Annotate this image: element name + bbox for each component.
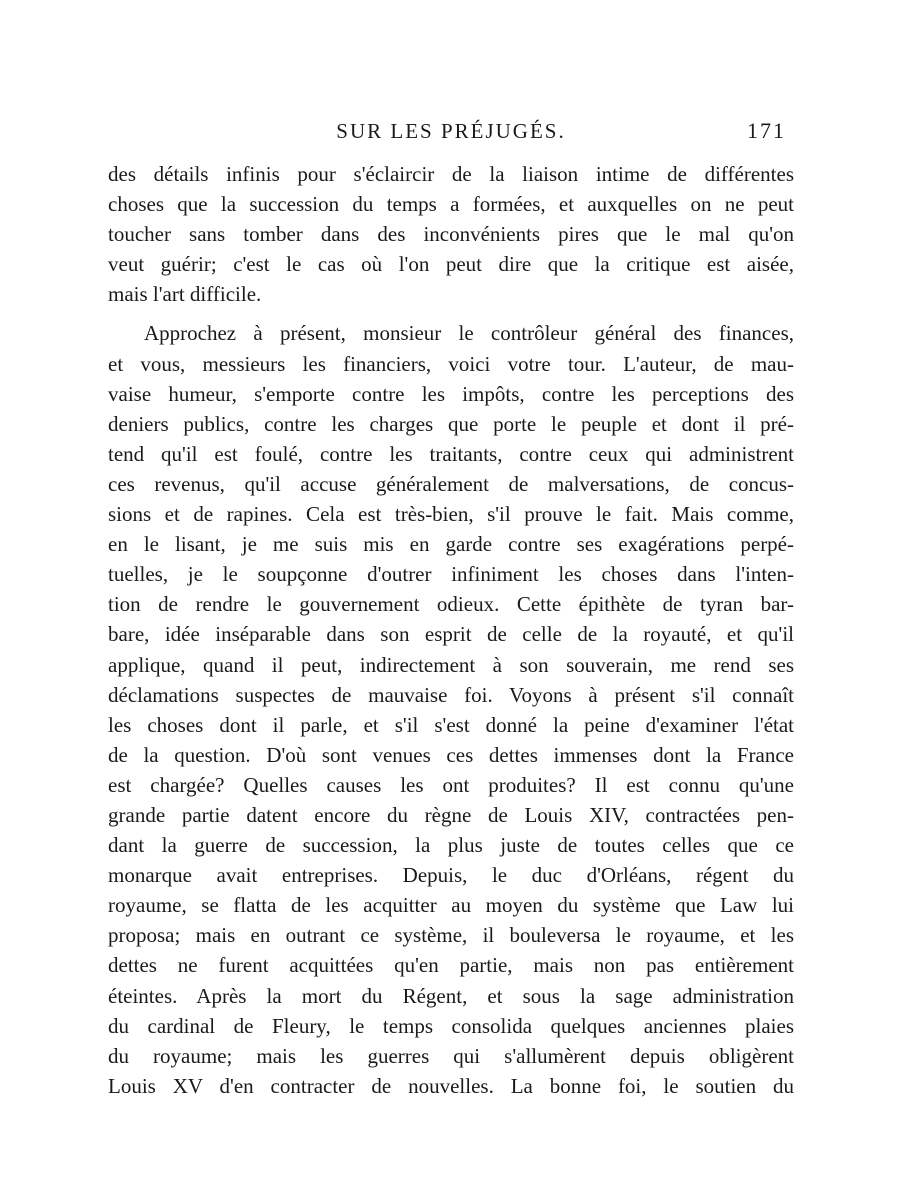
text-line: toucher sans tomber dans des inconvénients pires que le mal qu'on (108, 222, 794, 247)
text-line: dant la guerre de succession, la plus juste de toutes celles que ce (108, 833, 794, 858)
running-title: SUR LES PRÉJUGÉS. (336, 119, 566, 143)
text-line: de la question. D'où sont venues ces dettes immenses dont la France (108, 742, 794, 767)
text-line: monarque avait entreprises. Depuis, le duc d'Orléans, régent du (108, 863, 794, 888)
text-line: Approchez à présent, monsieur le contrôleur général des finances, (144, 321, 794, 346)
text-line: applique, quand il peut, indirectement à son souverain, me rend ses (108, 652, 794, 677)
text-line: royaume, se flatta de les acquitter au moyen du système que Law lui (108, 893, 794, 918)
text-line: proposa; mais en outrant ce système, il bouleversa le royaume, et les (108, 923, 794, 948)
text-line: tuelles, je le soupçonne d'outrer infiniment les choses dans l'inten- (108, 562, 794, 587)
page-number: 171 (747, 118, 786, 143)
text-line: éteintes. Après la mort du Régent, et sous la sage administration (108, 983, 794, 1008)
text-line: du royaume; mais les guerres qui s'allumèrent depuis obligèrent (108, 1043, 794, 1068)
text-line: vaise humeur, s'emporte contre les impôts, contre les perceptions des (108, 381, 794, 406)
text-line: du cardinal de Fleury, le temps consolida quelques anciennes plaies (108, 1013, 794, 1038)
text-line: les choses dont il parle, et s'il s'est donné la peine d'examiner l'état (108, 712, 794, 737)
text-line: mais l'art difficile. (108, 282, 262, 307)
text-line: veut guérir; c'est le cas où l'on peut dire que la critique est aisée, (108, 252, 794, 277)
text-line: des détails infinis pour s'éclaircir de la liaison intime de différentes (108, 162, 794, 186)
text-line: déclamations suspectes de mauvaise foi. Voyons à présent s'il connaît (108, 682, 794, 707)
text-line: est chargée? Quelles causes les ont produites? Il est connu qu'une (108, 772, 794, 797)
paragraph-2 (108, 318, 794, 1100)
text-line: Louis XV d'en contracter de nouvelles. La bonne foi, le soutien du (108, 1073, 794, 1098)
body-text (108, 159, 794, 1101)
text-line: deniers publics, contre les charges que porte le peuple et dont il pré- (108, 411, 794, 436)
text-line: choses que la succession du temps a formées, et auxquelles on ne peut (108, 192, 794, 217)
text-line: en le lisant, je me suis mis en garde contre ses exagérations perpé- (108, 532, 794, 557)
text-line: et vous, messieurs les financiers, voici votre tour. L'auteur, de mau- (108, 351, 794, 376)
text-line: grande partie datent encore du règne de Louis XIV, contractées pen- (108, 802, 794, 827)
paragraph-1 (108, 159, 794, 309)
text-line: ces revenus, qu'il accuse généralement de malversations, de concus- (108, 471, 794, 496)
text-line: sions et de rapines. Cela est très-bien, s'il prouve le fait. Mais comme, (108, 502, 794, 527)
running-head (108, 116, 794, 148)
text-line: bare, idée inséparable dans son esprit de celle de la royauté, et qu'il (108, 622, 794, 647)
paragraph-gap (108, 309, 794, 318)
text-line: tend qu'il est foulé, contre les traitants, contre ceux qui administrent (108, 441, 794, 466)
text-line: dettes ne furent acquittées qu'en partie, mais non pas entièrement (108, 953, 794, 978)
text-line: tion de rendre le gouvernement odieux. Cette épithète de tyran bar- (108, 592, 794, 617)
